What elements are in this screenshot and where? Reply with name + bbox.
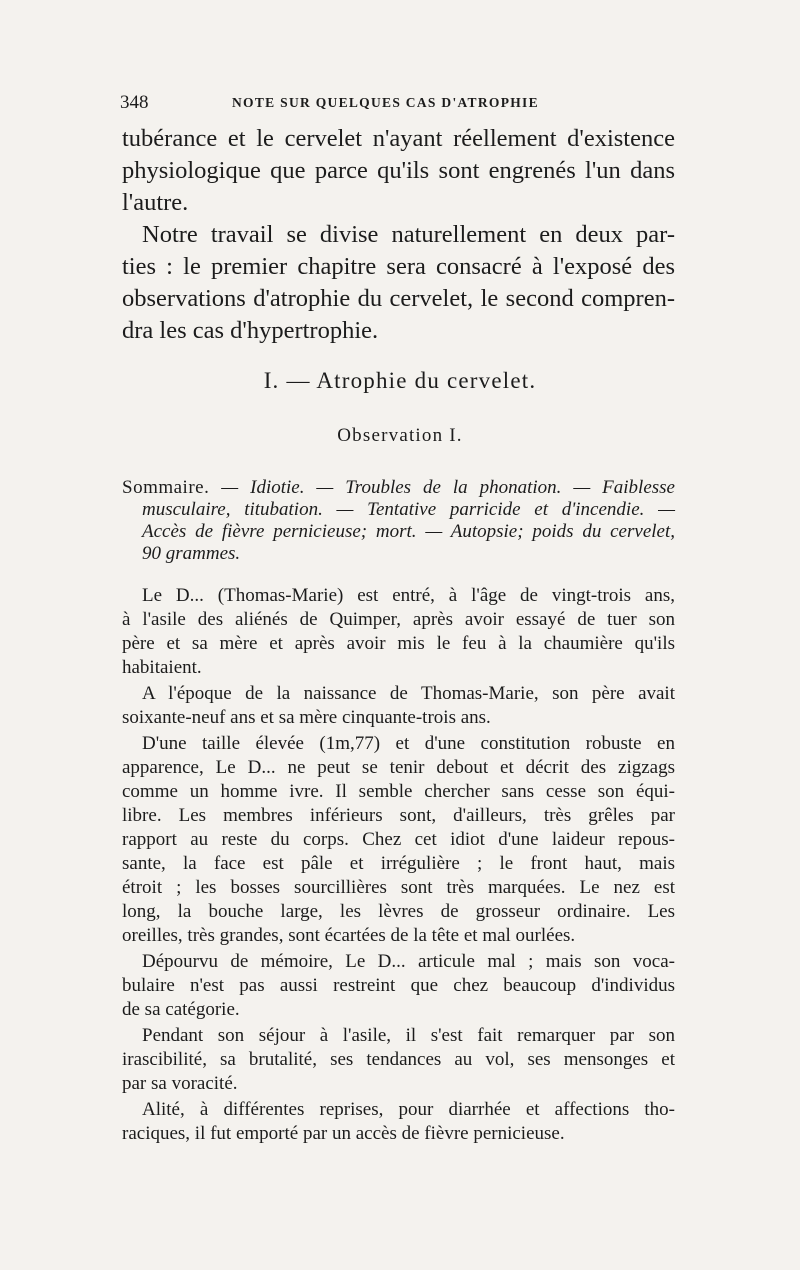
body-line: rapport au reste du corps. Chez cet idiot d'une laideur repous- (122, 829, 675, 850)
body-line: père et sa mère et après avoir mis le feu à la chaumière qu'ils (122, 633, 675, 654)
body-line: par sa voracité. (122, 1073, 238, 1094)
intro-line: l'autre. (122, 189, 189, 216)
summary-line: Accès de fièvre pernicieuse; mort. — Autopsie; poids du cervelet, (142, 521, 675, 542)
body-line: étroit ; les bosses sourcillières sont très marquées. Le nez est (122, 877, 675, 898)
body-line: apparence, Le D... ne peut se tenir debout et décrit des zigzags (122, 757, 675, 778)
intro-line: ties : le premier chapitre sera consacré à l'exposé des (122, 253, 675, 280)
summary-line: musculaire, titubation. — Tentative parricide et d'incendie. — (142, 499, 675, 520)
summary-text: — Idiotie. — Troubles de la phonation. — Faiblesse (209, 477, 675, 498)
running-head (120, 92, 680, 114)
body-line: oreilles, très grandes, sont écartées de la tête et mal ourlées. (122, 925, 576, 946)
body-line: A l'époque de la naissance de Thomas-Marie, son père avait (142, 683, 675, 704)
intro-line: physiologique que parce qu'ils sont engrenés l'un dans (122, 157, 675, 184)
page-number: 348 (120, 92, 149, 113)
body-line: Alité, à différentes reprises, pour diarrhée et affections tho- (142, 1099, 675, 1120)
intro-line: observations d'atrophie du cervelet, le second compren- (122, 285, 675, 312)
running-title: NOTE SUR QUELQUES CAS D'ATROPHIE (232, 95, 539, 110)
section-heading: I. — Atrophie du cervelet. (263, 368, 537, 393)
summary-line (122, 477, 675, 499)
body-line: long, la bouche large, les lèvres de grosseur ordinaire. Les (122, 901, 675, 922)
summary-line: 90 grammes. (142, 543, 241, 564)
body-line: libre. Les membres inférieurs sont, d'ailleurs, très grêles par (122, 805, 675, 826)
intro-line: Notre travail se divise naturellement en deux par- (142, 221, 675, 248)
body-line: irascibilité, sa brutalité, ses tendances au vol, ses mensonges et (122, 1049, 675, 1070)
body-line: habitaient. (122, 657, 202, 678)
summary-label: Sommaire. (122, 477, 210, 498)
observation-heading: Observation I. (337, 425, 463, 446)
intro-line: dra les cas d'hypertrophie. (122, 317, 379, 344)
body-line: à l'asile des aliénés de Quimper, après avoir essayé de tuer son (122, 609, 675, 630)
body-line: bulaire n'est pas aussi restreint que chez beaucoup d'individus (122, 975, 675, 996)
body-line: de sa catégorie. (122, 999, 240, 1020)
body-line: D'une taille élevée (1m,77) et d'une constitution robuste en (142, 733, 675, 754)
body-line: Pendant son séjour à l'asile, il s'est fait remarquer par son (142, 1025, 675, 1046)
body-line: Dépourvu de mémoire, Le D... articule mal ; mais son voca- (142, 951, 675, 972)
body-line: soixante-neuf ans et sa mère cinquante-trois ans. (122, 707, 491, 728)
body-line: sante, la face est pâle et irrégulière ; le front haut, mais (122, 853, 675, 874)
body-line: raciques, il fut emporté par un accès de fièvre pernicieuse. (122, 1123, 565, 1144)
intro-line: tubérance et le cervelet n'ayant réellement d'existence (122, 125, 675, 152)
body-line: Le D... (Thomas-Marie) est entré, à l'âge de vingt-trois ans, (142, 585, 675, 606)
body-line: comme un homme ivre. Il semble chercher sans cesse son équi- (122, 781, 675, 802)
